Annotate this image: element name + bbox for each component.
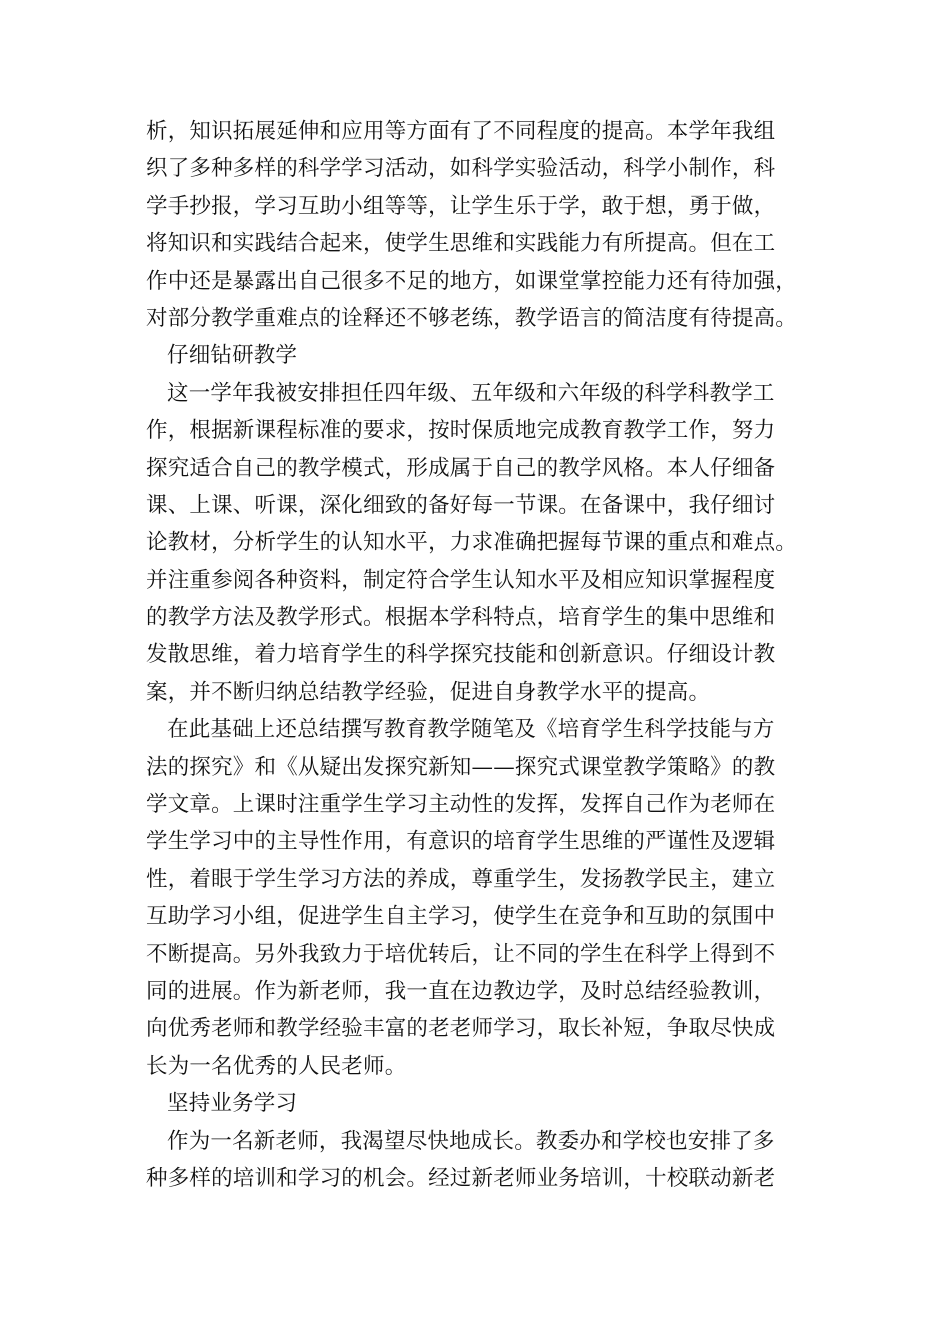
text-line: 作中还是暴露出自己很多不足的地方，如课堂掌控能力还有待加强，	[146, 268, 798, 294]
text-line: 学文章。上课时注重学生学习主动性的发挥，发挥自己作为老师在	[146, 792, 776, 818]
text-line: 并注重参阅各种资料，制定符合学生认知水平及相应知识掌握程度	[146, 567, 776, 593]
text-line: 作为一名新老师，我渴望尽快地成长。教委办和学校也安排了多	[167, 1128, 775, 1154]
text-line: 种多样的培训和学习的机会。经过新老师业务培训，十校联动新老	[146, 1165, 776, 1191]
text-line: 向优秀老师和教学经验丰富的老老师学习，取长补短，争取尽快成	[146, 1016, 776, 1042]
section-heading: 仔细钻研教学	[167, 343, 298, 369]
text-line: 法的探究》和《从疑出发探究新知——探究式课堂教学策略》的教	[146, 754, 776, 780]
text-line: 的教学方法及教学形式。根据本学科特点，培育学生的集中思维和	[146, 605, 776, 631]
text-line: 学手抄报，学习互助小组等等，让学生乐于学，敢于想，勇于做，	[146, 193, 776, 219]
text-line: 发散思维，着力培育学生的科学探究技能和创新意识。仔细设计教	[146, 642, 776, 668]
text-line: 案，并不断归纳总结教学经验，促进自身教学水平的提高。	[146, 679, 711, 705]
text-line: 论教材，分析学生的认知水平，力求准确把握每节课的重点和难点。	[146, 530, 798, 556]
text-line: 这一学年我被安排担任四年级、五年级和六年级的科学科教学工	[167, 380, 775, 406]
text-line: 将知识和实践结合起来，使学生思维和实践能力有所提高。但在工	[146, 231, 776, 257]
section-heading: 坚持业务学习	[167, 1091, 298, 1117]
text-line: 性，着眼于学生学习方法的养成，尊重学生，发扬教学民主，建立	[146, 866, 776, 892]
document-page	[146, 113, 811, 1197]
text-line: 互助学习小组，促进学生自主学习，使学生在竞争和互助的氛围中	[146, 904, 776, 930]
text-line: 织了多种多样的科学学习活动，如科学实验活动，科学小制作，科	[146, 156, 776, 182]
text-line: 探究适合自己的教学模式，形成属于自己的教学风格。本人仔细备	[146, 455, 776, 481]
text-line: 在此基础上还总结撰写教育教学随笔及《培育学生科学技能与方	[167, 717, 775, 743]
text-line: 同的进展。作为新老师，我一直在边教边学，及时总结经验教训，	[146, 978, 776, 1004]
text-line: 析，知识拓展延伸和应用等方面有了不同程度的提高。本学年我组	[146, 119, 776, 144]
text-line: 不断提高。另外我致力于培优转后，让不同的学生在科学上得到不	[146, 941, 776, 967]
text-line: 课、上课、听课，深化细致的备好每一节课。在备课中，我仔细讨	[146, 492, 776, 518]
text-line: 长为一名优秀的人民老师。	[146, 1053, 407, 1079]
text-line: 学生学习中的主导性作用，有意识的培育学生思维的严谨性及逻辑	[146, 829, 776, 855]
text-line: 对部分教学重难点的诠释还不够老练，教学语言的简洁度有待提高。	[146, 305, 798, 331]
text-line: 作，根据新课程标准的要求，按时保质地完成教育教学工作，努力	[146, 418, 776, 444]
